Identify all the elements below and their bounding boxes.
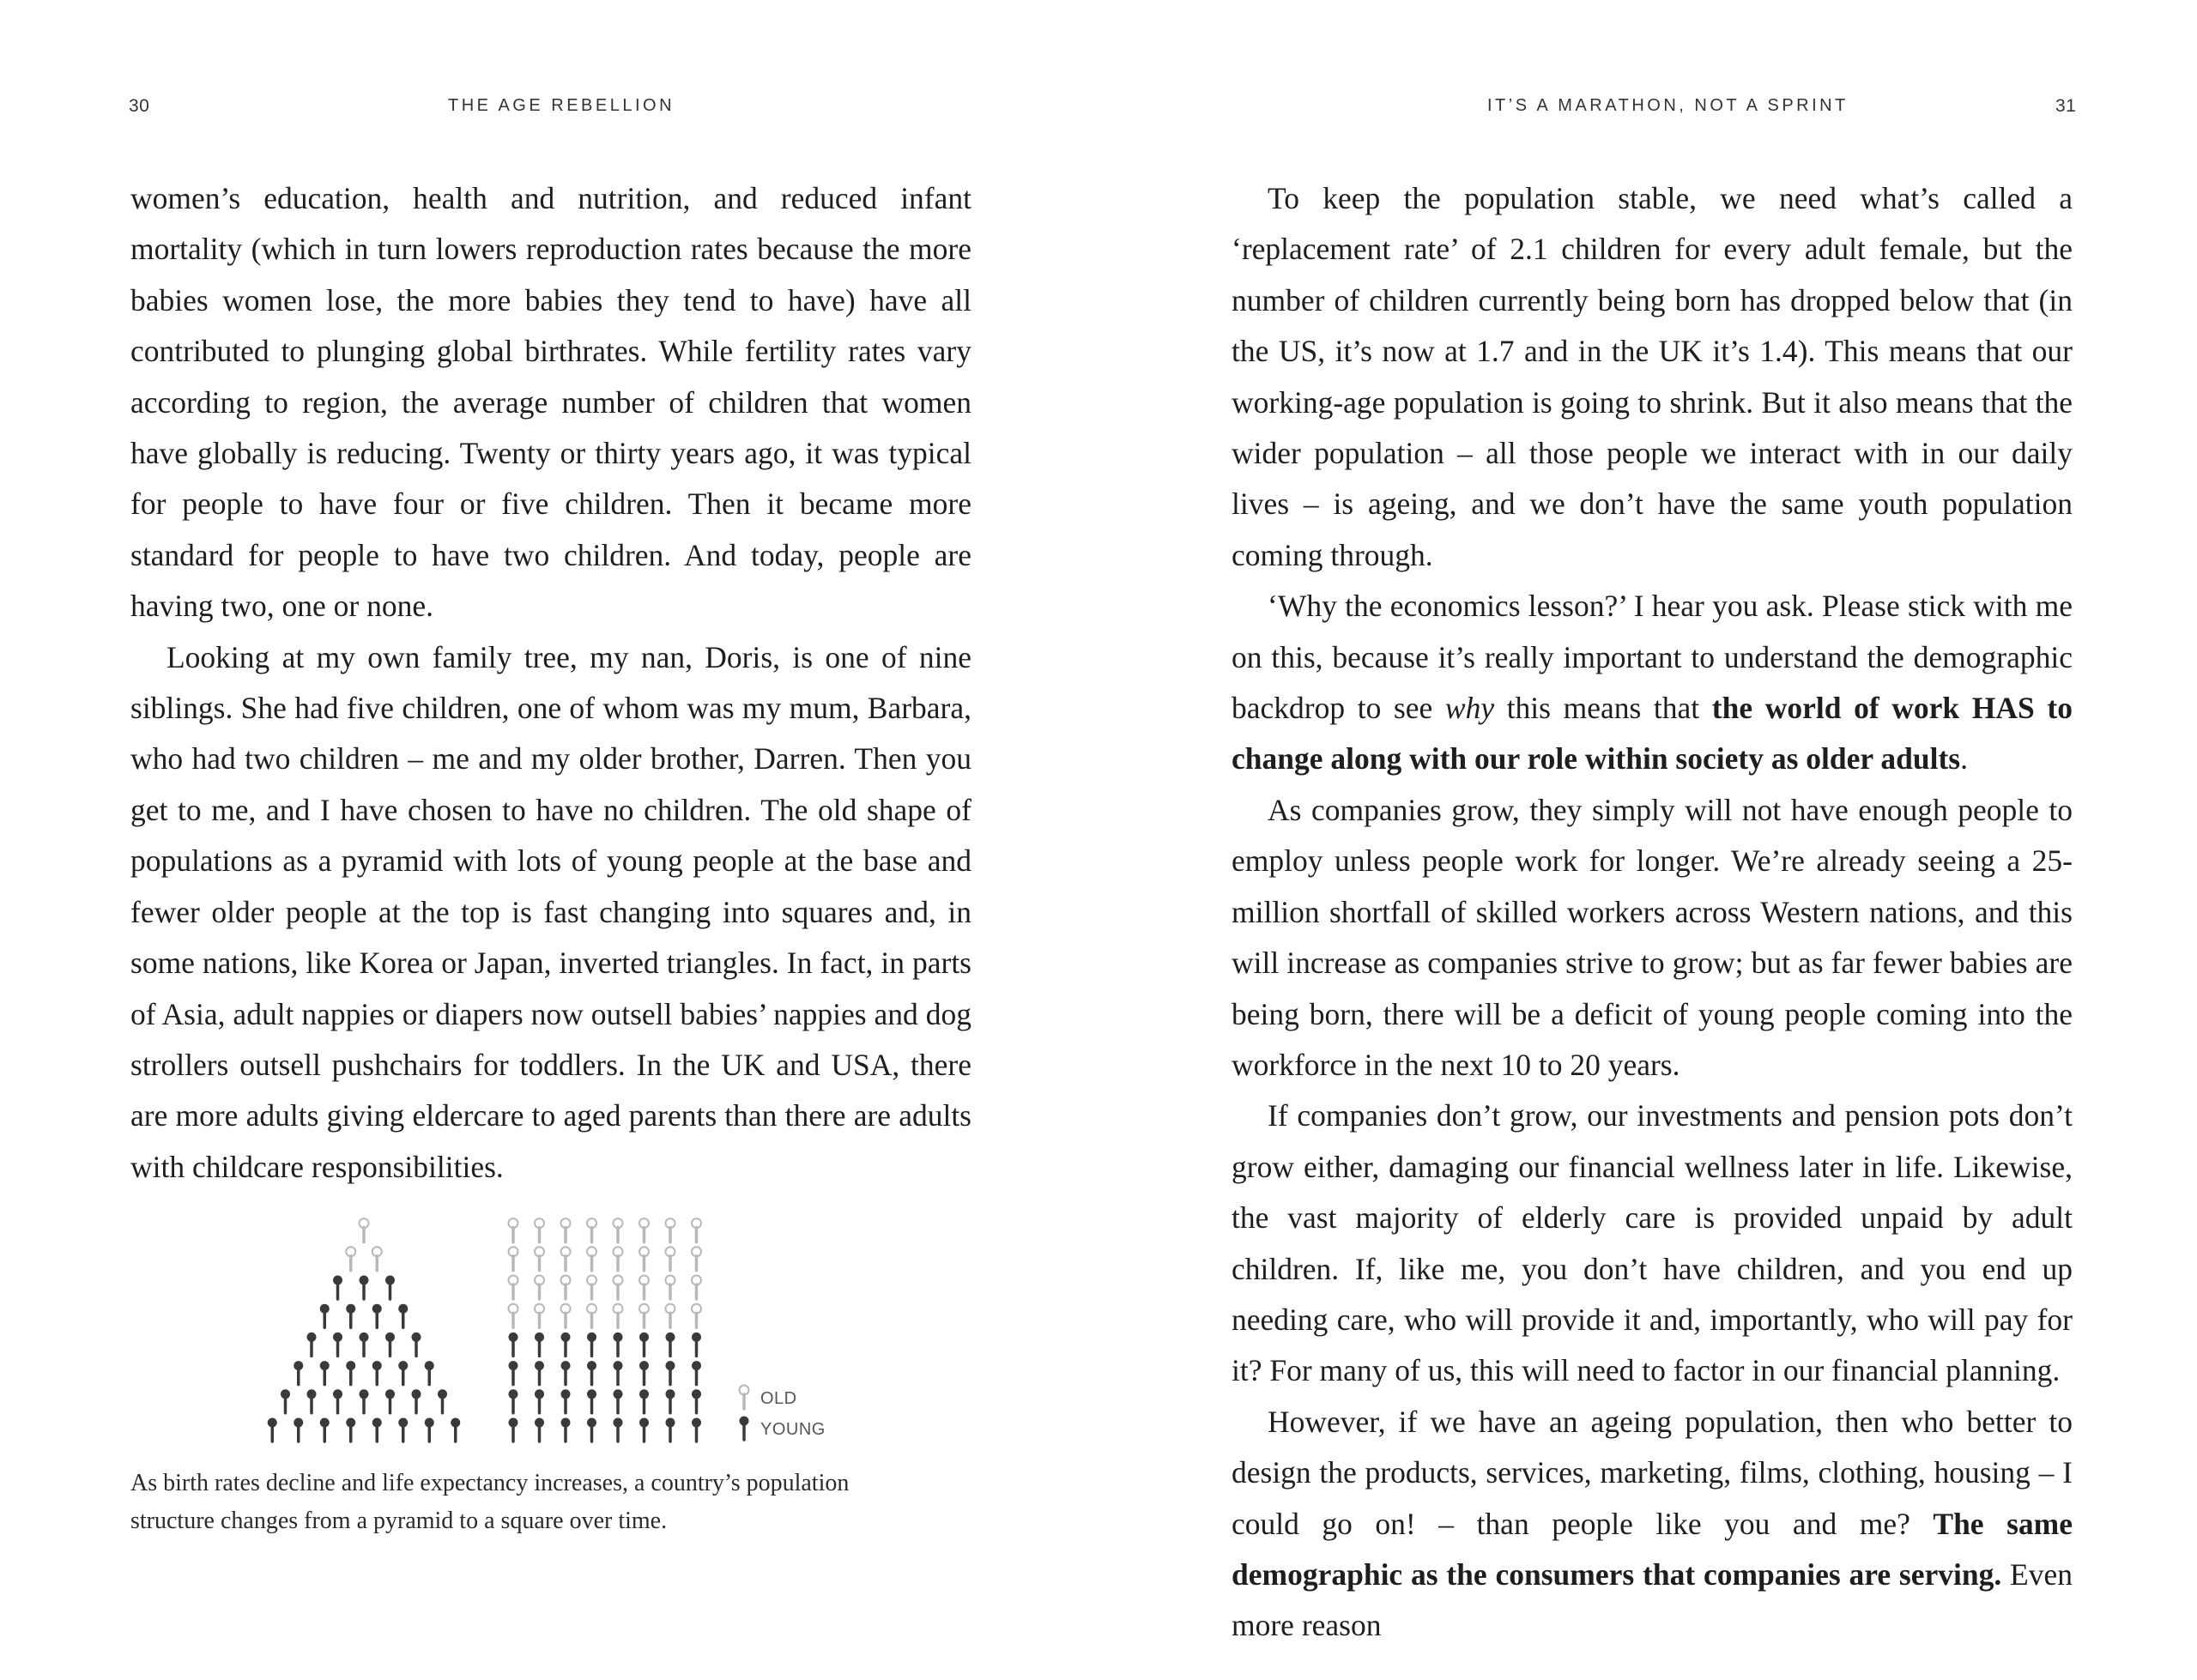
right-page: [1098, 0, 2197, 1680]
legend: [740, 1386, 749, 1441]
young-person-icon: [372, 1304, 382, 1328]
figure-caption: As birth rates decline and life expectancy increases, a country’s population structure changes from a pyramid to a square over time.: [130, 1470, 850, 1534]
left-page: [0, 0, 1098, 1680]
young-person-icon: [307, 1389, 317, 1413]
bold-text: The same demographic as the consumers that companies are serving.: [1232, 1506, 2073, 1592]
young-person-icon: [535, 1333, 544, 1357]
old-person-icon: [346, 1247, 355, 1271]
young-person-icon: [360, 1276, 369, 1300]
old-person-icon: [509, 1218, 518, 1242]
young-person-icon: [639, 1418, 649, 1442]
young-person-icon: [692, 1418, 701, 1442]
young-person-icon: [614, 1418, 623, 1442]
legend-young-label: YOUNG: [760, 1420, 826, 1439]
young-person-icon: [320, 1418, 330, 1442]
young-person-icon: [333, 1276, 342, 1300]
text-run: ‘Why the economics lesson?’ I hear you ask. Please stick with me on this, because it’s really important to understand the demographic backdrop to see: [1232, 589, 2073, 726]
young-person-icon: [692, 1333, 701, 1357]
young-person-icon: [333, 1333, 342, 1357]
old-person-icon: [561, 1247, 571, 1271]
legend-old-label: OLD: [760, 1389, 797, 1408]
old-person-icon: [535, 1276, 544, 1300]
square-diagram: [509, 1218, 702, 1441]
old-person-icon: [614, 1276, 623, 1300]
old-person-icon: [740, 1386, 749, 1410]
young-person-icon: [666, 1361, 675, 1385]
young-person-icon: [398, 1418, 408, 1442]
young-person-icon: [294, 1418, 303, 1442]
young-person-icon: [320, 1304, 330, 1328]
young-person-icon: [740, 1417, 749, 1441]
old-person-icon: [509, 1276, 518, 1300]
old-person-icon: [509, 1247, 518, 1271]
page-number-right: 31: [2055, 96, 2077, 116]
young-person-icon: [561, 1389, 571, 1413]
old-person-icon: [561, 1276, 571, 1300]
text-run: this means that: [1494, 691, 1712, 726]
bold-text: the world of work HAS to change along with our role within society as older adults: [1232, 691, 2073, 777]
young-person-icon: [346, 1304, 355, 1328]
young-person-icon: [346, 1418, 355, 1442]
pyramid-diagram: [268, 1218, 461, 1441]
young-person-icon: [398, 1304, 408, 1328]
young-person-icon: [666, 1333, 675, 1357]
young-person-icon: [561, 1418, 571, 1442]
italic-text: why: [1444, 691, 1495, 726]
young-person-icon: [412, 1389, 421, 1413]
old-person-icon: [666, 1247, 675, 1271]
young-person-icon: [509, 1361, 518, 1385]
young-person-icon: [385, 1389, 395, 1413]
old-person-icon: [535, 1304, 544, 1328]
text-run: To keep the population stable, we need what’s called a ‘replacement rate’ of 2.1 children for every adult female, but the number of children currently being born has dropped below that (in the US, it’s now at 1.7 and in the UK it’s 1.4). This means that our working-age population is going to shrink. But it also means that the wider population – all those people we interact with in our daily lives – is ageing, and we don’t have the same youth population coming through.: [1232, 181, 2073, 572]
young-person-icon: [587, 1389, 596, 1413]
right-paragraph-1: [1232, 173, 2073, 581]
young-person-icon: [587, 1418, 596, 1442]
running-head-right: IT’S A MARATHON, NOT A SPRINT: [1487, 96, 1849, 115]
text-run: Even more reason: [1232, 1556, 2073, 1643]
young-person-icon: [438, 1389, 447, 1413]
page-number-left: 30: [129, 96, 150, 116]
old-person-icon: [740, 1386, 749, 1410]
old-person-icon: [561, 1218, 571, 1242]
right-paragraph-5: [1232, 1397, 2073, 1652]
young-person-icon: [307, 1333, 317, 1357]
young-person-icon: [360, 1333, 369, 1357]
old-person-icon: [535, 1218, 544, 1242]
text-run: Looking at my own family tree, my nan, Doris, is one of nine siblings. She had five children, one of whom was my mum, Barbara, who had two children – me and my older brother, Darren. Then you get to me, and I have chosen to have no children. The old shape of populations as a pyramid with lots of young people at the base and fewer older people at the top is fast changing into squares and, in some nations, like Korea or Japan, inverted triangles. In fact, in parts of Asia, adult nappies or diapers now outsell babies’ nappies and dog strollers outsell pushchairs for toddlers. In the UK and USA, there are more adults giving eldercare to aged parents than there are adults with childcare responsibilities.: [130, 639, 971, 1184]
population-structure-figure: [249, 1193, 884, 1450]
old-person-icon: [666, 1304, 675, 1328]
young-person-icon: [614, 1361, 623, 1385]
left-paragraph-2: [130, 632, 971, 1193]
old-person-icon: [372, 1247, 382, 1271]
young-person-icon: [535, 1418, 544, 1442]
young-person-icon: [692, 1361, 701, 1385]
text-run: However, if we have an ageing population, then who better to design the products, services, marketing, films, clothing, housing – I could go on! – than people like you and me?: [1232, 1404, 2073, 1541]
young-person-icon: [372, 1361, 382, 1385]
old-person-icon: [692, 1304, 701, 1328]
young-person-icon: [535, 1361, 544, 1385]
young-person-icon: [666, 1418, 675, 1442]
young-person-icon: [561, 1361, 571, 1385]
young-person-icon: [385, 1333, 395, 1357]
young-person-icon: [509, 1418, 518, 1442]
running-head-left: THE AGE REBELLION: [448, 96, 675, 115]
old-person-icon: [639, 1276, 649, 1300]
old-person-icon: [587, 1304, 596, 1328]
young-person-icon: [692, 1389, 701, 1413]
old-person-icon: [614, 1218, 623, 1242]
text-run: .: [1960, 741, 1968, 777]
old-person-icon: [614, 1304, 623, 1328]
young-person-icon: [346, 1361, 355, 1385]
young-person-icon: [294, 1361, 303, 1385]
young-person-icon: [639, 1361, 649, 1385]
text-run: women’s education, health and nutrition, and reduced infant mortality (which in turn lowers reproduction rates because the more babies women lose, the more babies they tend to have) have all contributed to plunging global birthrates. While fertility rates vary according to region, the average number of children that women have globally is reducing. Twenty or thirty years ago, it was typical for people to have four or five children. Then it became more standard for people to have two children. And today, people are having two, one or none.: [130, 181, 971, 624]
old-person-icon: [692, 1276, 701, 1300]
right-body-text: [1232, 173, 2073, 1652]
left-body-text: [130, 173, 971, 1193]
old-person-icon: [535, 1247, 544, 1271]
young-person-icon: [509, 1389, 518, 1413]
young-person-icon: [360, 1389, 369, 1413]
text-run: As companies grow, they simply will not have enough people to employ unless people work for longer. We’re already seeing a 25-million shortfall of skilled workers across Western nations, and this will increase as companies strive to grow; but as far fewer babies are being born, there will be a deficit of young people coming into the workforce in the next 10 to 20 years.: [1232, 792, 2073, 1082]
young-person-icon: [509, 1333, 518, 1357]
old-person-icon: [639, 1304, 649, 1328]
old-person-icon: [509, 1304, 518, 1328]
young-person-icon: [281, 1389, 290, 1413]
right-paragraph-2: [1232, 581, 2073, 785]
old-person-icon: [639, 1247, 649, 1271]
old-person-icon: [360, 1218, 369, 1242]
young-person-icon: [639, 1333, 649, 1357]
old-person-icon: [587, 1276, 596, 1300]
young-person-icon: [425, 1361, 434, 1385]
old-person-icon: [587, 1218, 596, 1242]
old-person-icon: [666, 1276, 675, 1300]
text-run: If companies don’t grow, our investments and pension pots don’t grow either, damaging our financial wellness later in life. Likewise, the vast majority of elderly care is provided unpaid by adult children. If, like me, you don’t have children, and you end up needing care, who will provide it and, importantly, who will pay for it? For many of us, this will need to factor in our financial planning.: [1232, 1098, 2073, 1388]
old-person-icon: [639, 1218, 649, 1242]
old-person-icon: [561, 1304, 571, 1328]
right-paragraph-3: [1232, 785, 2073, 1091]
right-paragraph-4: [1232, 1091, 2073, 1396]
young-person-icon: [587, 1361, 596, 1385]
young-person-icon: [587, 1333, 596, 1357]
young-person-icon: [412, 1333, 421, 1357]
young-person-icon: [535, 1389, 544, 1413]
young-person-icon: [398, 1361, 408, 1385]
young-person-icon: [639, 1389, 649, 1413]
young-person-icon: [425, 1418, 434, 1442]
young-person-icon: [320, 1361, 330, 1385]
left-paragraph-1: [130, 173, 971, 632]
young-person-icon: [385, 1276, 395, 1300]
old-person-icon: [692, 1247, 701, 1271]
old-person-icon: [692, 1218, 701, 1242]
young-person-icon: [666, 1389, 675, 1413]
young-person-icon: [333, 1389, 342, 1413]
young-person-icon: [372, 1418, 382, 1442]
young-person-icon: [561, 1333, 571, 1357]
young-person-icon: [614, 1333, 623, 1357]
old-person-icon: [587, 1247, 596, 1271]
young-person-icon: [268, 1418, 277, 1442]
young-person-icon: [451, 1418, 460, 1442]
young-person-icon: [740, 1417, 749, 1441]
old-person-icon: [666, 1218, 675, 1242]
young-person-icon: [614, 1389, 623, 1413]
old-person-icon: [614, 1247, 623, 1271]
